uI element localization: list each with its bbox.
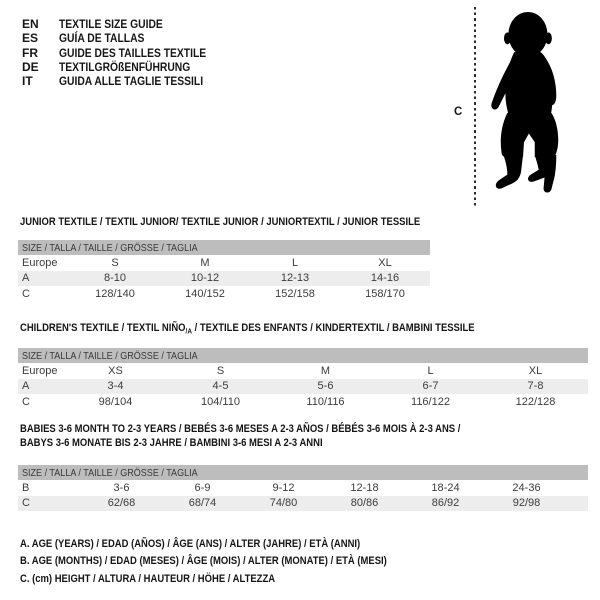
cell: 4-5: [212, 380, 229, 393]
cell: 18-24: [431, 481, 460, 494]
language-code: ES: [22, 31, 39, 46]
cell: 68/74: [188, 497, 217, 510]
children-table-title: CHILDREN'S TEXTILE / TEXTIL $NIÑO_{/A}$ / TEXTILE DES ENFANTS / KINDERTEXTIL / BAMBINI TESSILE: [20, 322, 475, 336]
size-header-bar: [18, 348, 588, 363]
cell: 3-4: [107, 380, 124, 393]
row-label: B: [22, 481, 30, 494]
row-label: Europe: [22, 256, 58, 269]
cell: S: [216, 364, 225, 377]
cell: 116/122: [411, 395, 450, 408]
table-row-age: [18, 271, 430, 287]
cell: 122/128: [515, 395, 556, 408]
language-code: IT: [22, 74, 33, 89]
size-header-label: SIZE / TALLA / TAILLE / GRÖSSE / TAGLIA: [22, 241, 198, 254]
cell: L: [427, 364, 434, 377]
cell: 62/68: [107, 497, 136, 510]
cell: 3-6: [113, 481, 130, 494]
cell: 12-18: [350, 481, 379, 494]
language-title: TEXTILGRÖßENFÜHRUNG: [59, 60, 191, 75]
table-row-height: [18, 496, 588, 512]
footnote-legend: [20, 536, 447, 588]
footnote-b: B. AGE (MONTHS) / EDAD (MESES) / ÂGE (MOIS) / ALTER (MONATE) / ETÀ (MESI): [20, 555, 387, 568]
language-row-fr: [22, 46, 230, 60]
footnote-c: C. (cm) HEIGHT / ALTURA / HAUTEUR / HÖHE / ALTEZZA: [20, 572, 276, 585]
height-measure-label: C: [454, 106, 463, 118]
language-code: EN: [22, 17, 39, 32]
cell: 7-8: [527, 380, 544, 393]
cell: XL: [378, 256, 392, 269]
junior-size-table: [18, 240, 430, 302]
cell: 8-10: [103, 272, 127, 285]
toddler-silhouette-image: [479, 9, 569, 205]
table-row-months: [18, 480, 588, 496]
language-title: TEXTILE SIZE GUIDE: [59, 17, 163, 32]
size-header-bar: [18, 465, 588, 480]
language-row-de: [22, 60, 230, 74]
cell: XL: [528, 364, 543, 377]
row-label: C: [22, 395, 30, 408]
footnote-a: A. AGE (YEARS) / EDAD (AÑOS) / ÂGE (ANS) / ALTER (JAHRE) / ETÀ (ANNI): [20, 538, 361, 550]
cell: 152/158: [275, 287, 315, 300]
cell: 6-9: [194, 481, 211, 494]
table-row-europe: [18, 363, 588, 379]
size-header-bar: [18, 240, 430, 255]
height-measure-dashed-line: [474, 7, 476, 207]
language-code: DE: [22, 60, 39, 75]
cell: 6-7: [422, 380, 439, 393]
cell: 10-12: [190, 272, 220, 285]
cell: 92/98: [512, 497, 541, 510]
language-row-en: [22, 17, 230, 31]
table-row-europe: [18, 255, 430, 271]
cell: XS: [108, 364, 123, 377]
junior-table-title: JUNIOR TEXTILE / TEXTIL JUNIOR/ TEXTILE JUNIOR / JUNIORTEXTIL / JUNIOR TESSILE: [20, 216, 421, 228]
cell: M: [320, 364, 331, 377]
children-size-table: [18, 348, 588, 410]
cell: 158/170: [365, 287, 405, 300]
row-label: Europe: [22, 364, 58, 377]
language-title-list: [22, 17, 230, 88]
language-code: FR: [22, 45, 38, 60]
cell: 12-13: [280, 272, 310, 285]
cell: 110/116: [306, 395, 345, 408]
language-title: GUIDE DES TAILLES TEXTILE: [59, 45, 207, 60]
cell: 5-6: [317, 380, 334, 393]
cell: 86/92: [431, 497, 460, 510]
row-label: C: [22, 497, 30, 510]
babies-size-table: [18, 465, 588, 511]
table-row-height: [18, 394, 588, 410]
subscript-a: /A: [185, 326, 192, 336]
cell: 14-16: [370, 272, 400, 285]
cell: 128/140: [95, 287, 135, 300]
cell: M: [200, 256, 210, 269]
babies-table-title: BABIES 3-6 MONTH TO 2-3 YEARS / BEBÉS 3-6 MESES A 2-3 AÑOS / BÉBÉS 3-6 MOIS À 2-3 ANS / BABYS 3-6 MONATE BIS 2-3 JAHRE / BAMBINI 3-6 MESI A 2-3 ANNI: [20, 423, 461, 449]
cell: 9-12: [272, 481, 295, 494]
cell: 140/152: [185, 287, 225, 300]
cell: 74/80: [269, 497, 298, 510]
cell: S: [111, 256, 119, 269]
table-row-height: [18, 286, 430, 302]
row-label: A: [22, 272, 30, 285]
language-title: GUIDA ALLE TAGLIE TESSILI: [59, 74, 204, 89]
cell: 104/110: [201, 395, 240, 408]
cell: L: [291, 256, 299, 269]
cell: 80/86: [350, 497, 379, 510]
language-row-es: [22, 31, 230, 45]
row-label: C: [22, 287, 30, 300]
cell: 24-36: [512, 481, 541, 494]
cell: 98/104: [98, 395, 133, 408]
size-header-label: SIZE / TALLA / TAILLE / GRÖSSE / TAGLIA: [22, 466, 198, 479]
size-header-label: SIZE / TALLA / TAILLE / GRÖSSE / TAGLIA: [22, 349, 198, 362]
language-row-it: [22, 74, 230, 88]
language-title: GUÍA DE TALLAS: [59, 31, 145, 46]
row-label: A: [22, 380, 30, 393]
table-row-age: [18, 379, 588, 395]
